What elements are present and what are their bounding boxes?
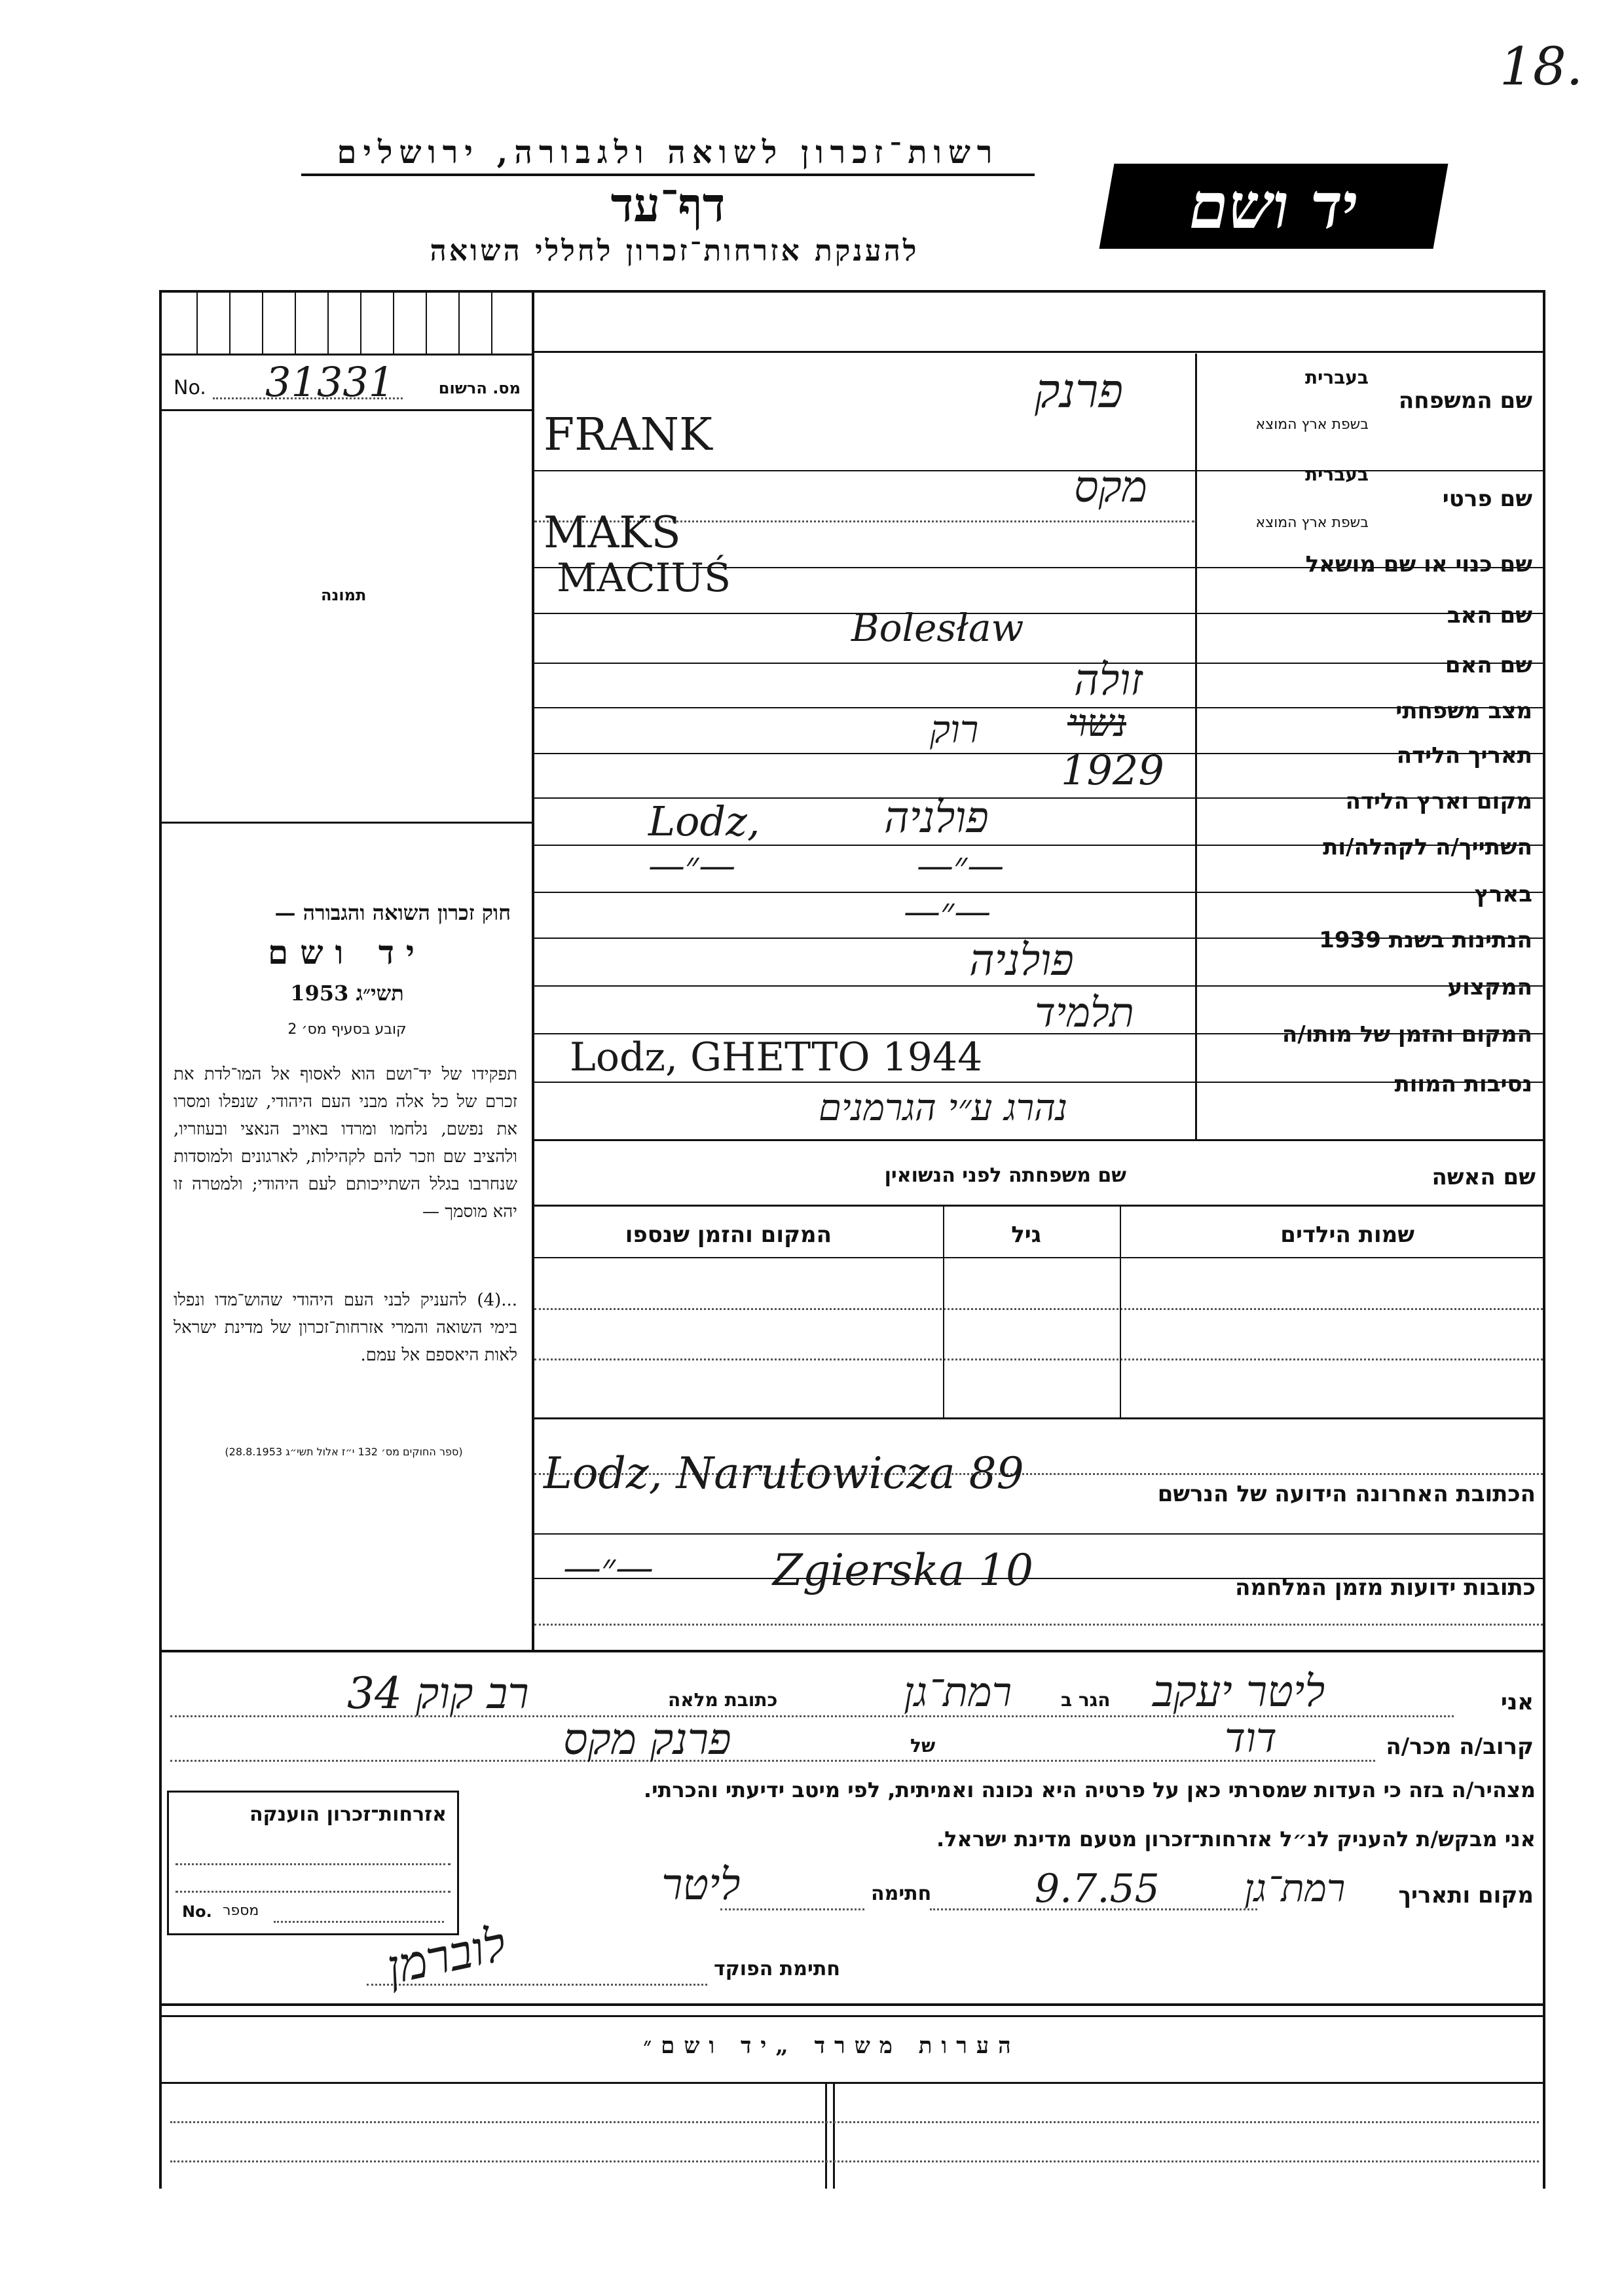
profession-label: המקצוע: [1447, 974, 1532, 1000]
frame-top: [159, 290, 1545, 293]
registration-number-field: [167, 358, 527, 406]
declarant-name: ליטר יעקב: [1153, 1666, 1325, 1717]
of-name-value: פרנק מקס: [563, 1714, 731, 1764]
stamp-number-label: מספר: [223, 1903, 259, 1919]
death-place-value: Lodz, GHETTO 1944: [570, 1034, 983, 1080]
father-value: Bolesław: [851, 606, 1024, 650]
notes-title: הערות משרד „יד ושם״: [643, 2033, 1020, 2059]
children-place-time-header: המקום והזמן שנספו: [625, 1222, 832, 1248]
family-name-origin-label: בשפת ארץ המוצא: [1255, 416, 1369, 433]
first-name-hebrew-label: בעברית: [1304, 464, 1369, 485]
community-label: השתייך/ה לקהלה/ות: [1323, 834, 1532, 860]
declarant-i-label: אני: [1500, 1689, 1534, 1715]
left-column-divider: [532, 290, 534, 1652]
marital-status-struck: נשוי: [1067, 701, 1126, 745]
nationality-label: הנתינות בשנת 1939: [1319, 927, 1532, 953]
birth-date-label: תאריך הלידה: [1396, 742, 1532, 769]
birth-place-city-value: Lodz,: [648, 797, 760, 845]
relative-label: קרוב/ה מכר/ה: [1386, 1734, 1534, 1760]
last-address-label: הכתובת האחרונה הידועה של הנרשם: [1157, 1481, 1536, 1507]
stamp-box-title: אזרחות־זכרון הוענקה: [249, 1803, 447, 1826]
profession-value: תלמיד: [1035, 989, 1134, 1036]
birth-date-value: 1929: [1061, 746, 1164, 794]
law-text-2: ...(4) להעניק לבני העם היהודי שהוש־מדו ונפלו בימי השואה והמרי אזרחות־זכרון של מדינת ישראל לאות היאספם אל עמם.: [174, 1290, 517, 1365]
registration-no-value: 31331: [265, 358, 395, 406]
family-name-hebrew-value: פרנק: [1035, 363, 1124, 418]
declarant-signature: ליטר: [661, 1859, 741, 1910]
first-name-hebrew-value: מקס: [1074, 462, 1147, 512]
family-name-label: שם המשפחה: [1398, 388, 1532, 414]
death-circumstances-label: נסיבות המוות: [1394, 1071, 1532, 1097]
children-names-header: שמות הילדים: [1280, 1222, 1414, 1248]
mother-value: זולה: [1074, 655, 1143, 705]
registration-no-prefix: No.: [174, 376, 206, 399]
relation-value: דוד: [1225, 1714, 1277, 1762]
officer-signature: לוברמן: [382, 1916, 511, 1995]
law-title: חוק זכרון השואה והגבורה —: [274, 900, 511, 925]
law-clause: קובע בסעיף מס׳ 2: [287, 1021, 407, 1038]
law-text-1: תפקידו של יד־ושם הוא לאסוף אל המו־לדת את זכרם של כל אלה מבני העם היהודי, שנפלו ומסרו את נפשם, נלחמו ומרדו באויב הנאצי ובעוזריו, ולהציב שם וזכר להם לקהילות, לארגונים ולמוסדות שנחרבו בגלל השתייכותם לעם היהודי; ולמטרה זו יהא מוסמך —: [174, 1065, 517, 1222]
declarant-city: רמת־גן: [904, 1668, 1012, 1716]
birth-place-label: מקום וארץ הלידה: [1345, 788, 1532, 814]
yad-vashem-logo: [1099, 164, 1449, 249]
form-title: דף־עד: [610, 177, 726, 232]
signature-label: חתימה: [871, 1882, 932, 1905]
birth-place-country-value: פולניה: [884, 792, 989, 843]
request-text: אני מבקש/ת להעניק לנ״ל אזרחות־זכרון מטעם מדינת ישראל.: [936, 1827, 1536, 1851]
marital-status-label: מצב משפחתי: [1395, 698, 1532, 724]
stamp-no-prefix: No.: [182, 1903, 212, 1921]
community-value-2: —״—: [917, 845, 1005, 887]
wife-name-label: שם האשה: [1431, 1164, 1536, 1190]
registration-label: מס. הרשום: [438, 379, 521, 397]
law-year: תשי״ג 1953: [290, 981, 404, 1006]
declarant-address: רב קוק 34: [347, 1668, 529, 1719]
authority-name: רשות־זכרון לשואה ולגבורה, ירושלים: [301, 134, 1035, 176]
country-value: —״—: [904, 890, 991, 933]
maiden-name-label: שם משפחתה לפני הנשואין: [884, 1164, 1126, 1187]
declaration-text: מצהיר/ה בזה כי העדות שמסרתי כאן על פרטיה היא נכונה ואמיתית, לפי מיטב ידיעתי והכרתי.: [643, 1777, 1536, 1802]
frame-right: [1543, 290, 1545, 2189]
citizenship-stamp-box: [167, 1791, 459, 1935]
frame-left: [159, 290, 162, 2189]
form-subtitle: להענקת אזרחות־זכרון לחללי השואה: [430, 234, 919, 268]
officer-signature-label: חתימת הפוקד: [714, 1958, 840, 1980]
war-address-label: כתובות ידועות מזמן המלחמה: [1235, 1575, 1536, 1601]
of-label: של: [910, 1735, 936, 1757]
family-name-hebrew-label: בעברית: [1304, 367, 1369, 388]
photo-label: תמונה: [321, 586, 367, 604]
label-column-divider: [1195, 354, 1197, 1139]
nickname-value: MACIUŚ: [557, 555, 731, 601]
mother-label: שם האם: [1445, 652, 1532, 678]
declaration-date: 9.7.55: [1035, 1866, 1160, 1912]
first-name-origin-value: MAKS: [544, 507, 681, 558]
page-number: 18.: [1500, 36, 1583, 97]
nationality-value: פולניה: [969, 935, 1074, 985]
first-name-label: שם פרטי: [1442, 486, 1532, 512]
logo-text: יד ושם: [1183, 169, 1365, 243]
children-age-header: גיל: [1011, 1222, 1041, 1248]
father-label: שם האב: [1447, 602, 1532, 629]
last-address-value: Lodz, Narutowicza 89: [544, 1448, 1024, 1499]
resides-label: הגר ב: [1061, 1689, 1111, 1711]
war-address-prefix: —״—: [563, 1545, 654, 1590]
law-name: יד ושם: [268, 933, 426, 972]
declaration-place: רמת־גן: [1244, 1866, 1346, 1910]
community-value-1: —״—: [648, 845, 736, 887]
country-label: בארץ: [1474, 881, 1532, 907]
place-date-label: מקום ותאריך: [1398, 1882, 1534, 1908]
full-address-label: כתובת מלאה: [668, 1689, 778, 1711]
death-circumstances-value: נהרג ע״י הגרמנים: [819, 1087, 1068, 1129]
nickname-label: שם כנוי או שם מושאל: [1305, 551, 1532, 577]
war-address-value: Zgierska 10: [773, 1545, 1033, 1595]
first-name-origin-label: בשפת ארץ המוצא: [1255, 515, 1369, 531]
death-place-label: המקום והזמן של מותו/ה: [1282, 1021, 1532, 1048]
marital-status-value: רוק: [930, 707, 979, 752]
law-source: (ספר החוקים מס׳ 132 י״ז אלול תשי״ג 28.8.1953): [225, 1446, 463, 1458]
family-name-origin-value: FRANK: [544, 409, 712, 461]
